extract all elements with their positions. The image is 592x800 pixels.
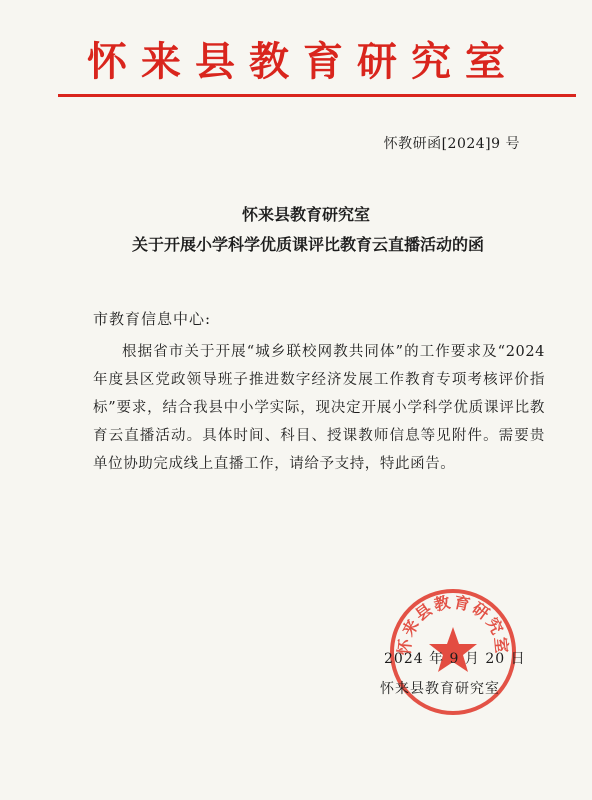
title-line-1: 怀来县教育研究室 [241, 205, 370, 224]
signature-org: 怀来县教育研究室 [380, 681, 500, 697]
signature-date: 2024 年 9 月 20 日 [384, 651, 526, 667]
seal-text: 怀来县教育研究室 [394, 592, 512, 657]
title-line-2: 关于开展小学科学优质课评比教育云直播活动的函 [131, 235, 484, 254]
document-title [0, 200, 592, 260]
document-number: 怀教研函[2024]9 号 [383, 136, 520, 152]
recipient-line: 市教育信息中心: [93, 310, 212, 328]
letterhead-divider [58, 94, 576, 97]
letterhead-title: 怀来县教育研究室 [87, 38, 519, 85]
body-paragraph: 根据省市关于开展“城乡联校网教共同体”的工作要求及“2024 年度县区党政领导班子推进数字经济发展工作教育专项考核评价指标”要求，结合我县中小学实际，现决定开展小学科学优质课评比教育云直播活动。具体时间、科目、授课教师信息等见附件。需要贵单位协助完成线上直播工作，请给予支持，特此函告。 [93, 344, 545, 472]
